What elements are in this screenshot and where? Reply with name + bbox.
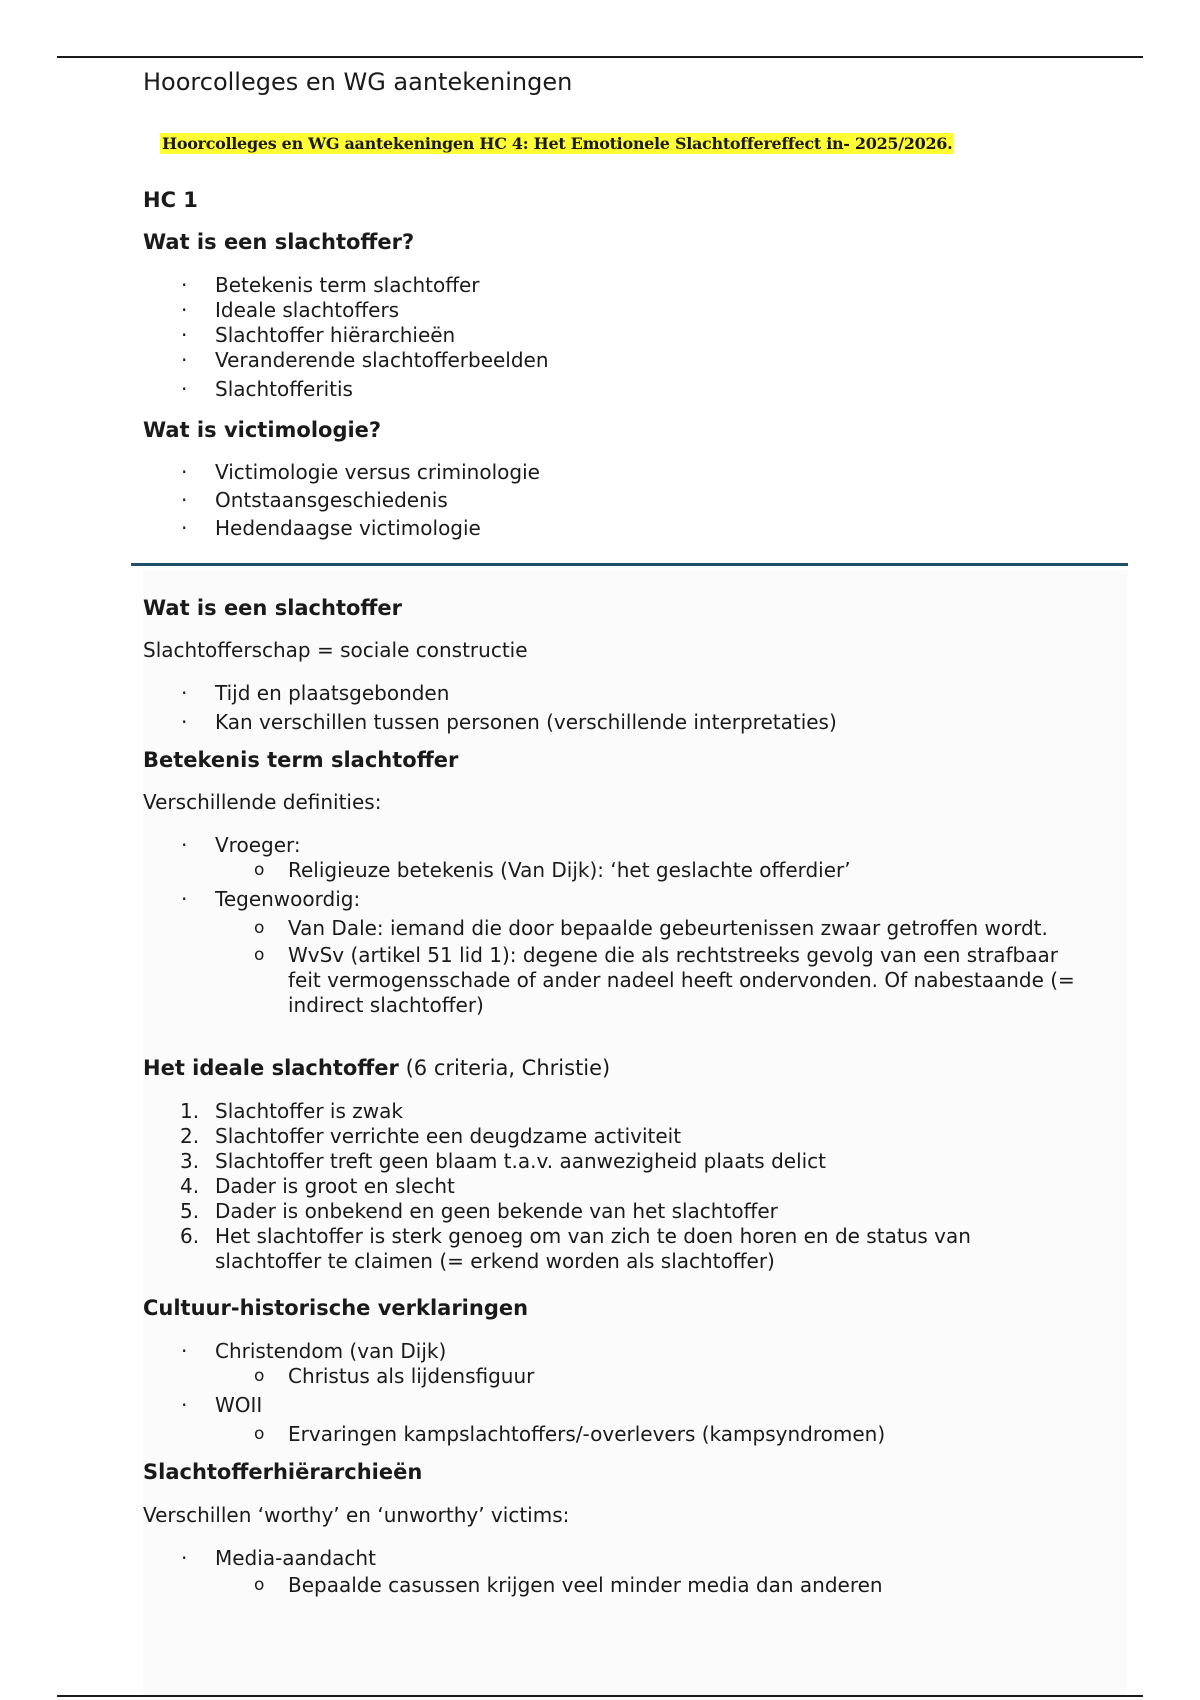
definitions-list — [143, 833, 1103, 1018]
hc-label: HC 1 — [143, 188, 198, 212]
list-item: · Betekenis term slachtoffer — [181, 273, 480, 297]
section-divider — [131, 563, 1128, 566]
hierarchy-list — [143, 1546, 1103, 1598]
list-item: · Ontstaansgeschiedenis — [181, 488, 448, 512]
toc-list-2 — [143, 458, 540, 542]
list-item: 6. Het slachtoffer is sterk genoeg om van zich te doen horen en de status van slachtoffer te claimen (= erkend worden als slachtoffer) — [180, 1224, 971, 1273]
toc-heading-1: Wat is een slachtoffer? — [143, 230, 415, 254]
list-item: 4. Dader is groot en slecht — [180, 1174, 455, 1198]
list-item: · Slachtoffer hiërarchieën — [181, 323, 456, 347]
definitions-intro: Verschillende definities: — [143, 790, 382, 814]
document-title: Hoorcolleges en WG aantekeningen — [143, 68, 573, 96]
sub-item: o Christus als lijdensfiguur — [254, 1364, 535, 1388]
top-rule — [57, 56, 1143, 58]
heading-cultuur-historisch: Cultuur-historische verklaringen — [143, 1296, 529, 1320]
list-item: · Tijd en plaatsgebonden — [181, 681, 450, 705]
sub-item: o Bepaalde casussen krijgen veel minder media dan anderen — [254, 1573, 883, 1597]
hierarchy-intro: Verschillen ‘worthy’ en ‘unworthy’ victims: — [143, 1503, 570, 1527]
list-item: · Hedendaagse victimologie — [181, 516, 481, 540]
what-is-list — [143, 679, 837, 737]
list-item: · WOII — [181, 1393, 263, 1417]
highlighted-banner: Hoorcolleges en WG aantekeningen HC 4: Het Emotionele Slachtoffereffect in- 2025/2026. — [162, 134, 953, 153]
sub-item: o Ervaringen kampslachtoffers/-overlevers (kampsyndromen) — [254, 1422, 886, 1446]
bottom-rule — [57, 1695, 1143, 1697]
heading-betekenis: Betekenis term slachtoffer — [143, 748, 459, 772]
list-item: · Slachtofferitis — [181, 377, 353, 401]
list-item: 5. Dader is onbekend en geen bekende van het slachtoffer — [180, 1199, 778, 1223]
list-item: · Christendom (van Dijk) — [181, 1339, 447, 1363]
heading-hierarchieen: Slachtofferhiërarchieën — [143, 1460, 423, 1484]
ideal-criteria-list — [143, 1099, 1103, 1274]
list-item: 3. Slachtoffer treft geen blaam t.a.v. aanwezigheid plaats delict — [180, 1149, 827, 1173]
statement-sociale-constructie: Slachtofferschap = sociale constructie — [143, 638, 528, 662]
sub-item: o WvSv (artikel 51 lid 1): degene die als rechtstreeks gevolg van een strafbaar feit vermogensschade of ander nadeel heeft ondervonden. Of nabestaande (= indirect slachtoffer) — [254, 943, 1075, 1017]
heading-ideale-slachtoffer: Het ideale slachtoffer (6 criteria, Christie) — [143, 1056, 611, 1080]
list-item: · Kan verschillen tussen personen (verschillende interpretaties) — [181, 710, 837, 734]
list-item: 1. Slachtoffer is zwak — [180, 1099, 403, 1123]
list-item: · Victimologie versus criminologie — [181, 460, 540, 484]
sub-item: o Van Dale: iemand die door bepaalde gebeurtenissen zwaar getroffen wordt. — [254, 916, 1048, 940]
toc-list-1 — [143, 273, 549, 402]
sub-item: o Religieuze betekenis (Van Dijk): ‘het geslachte offerdier’ — [254, 858, 851, 882]
culture-list — [143, 1339, 1103, 1447]
toc-heading-2: Wat is victimologie? — [143, 418, 382, 442]
list-item: · Media-aandacht — [181, 1546, 376, 1570]
list-item: · Veranderende slachtofferbeelden — [181, 348, 549, 372]
heading-wat-is-slachtoffer: Wat is een slachtoffer — [143, 596, 403, 620]
list-item: · Ideale slachtoffers — [181, 298, 400, 322]
list-item-tegenwoordig: · Tegenwoordig: — [181, 887, 361, 911]
list-item-vroeger: · Vroeger: — [181, 833, 301, 857]
list-item: 2. Slachtoffer verrichte een deugdzame activiteit — [180, 1124, 682, 1148]
